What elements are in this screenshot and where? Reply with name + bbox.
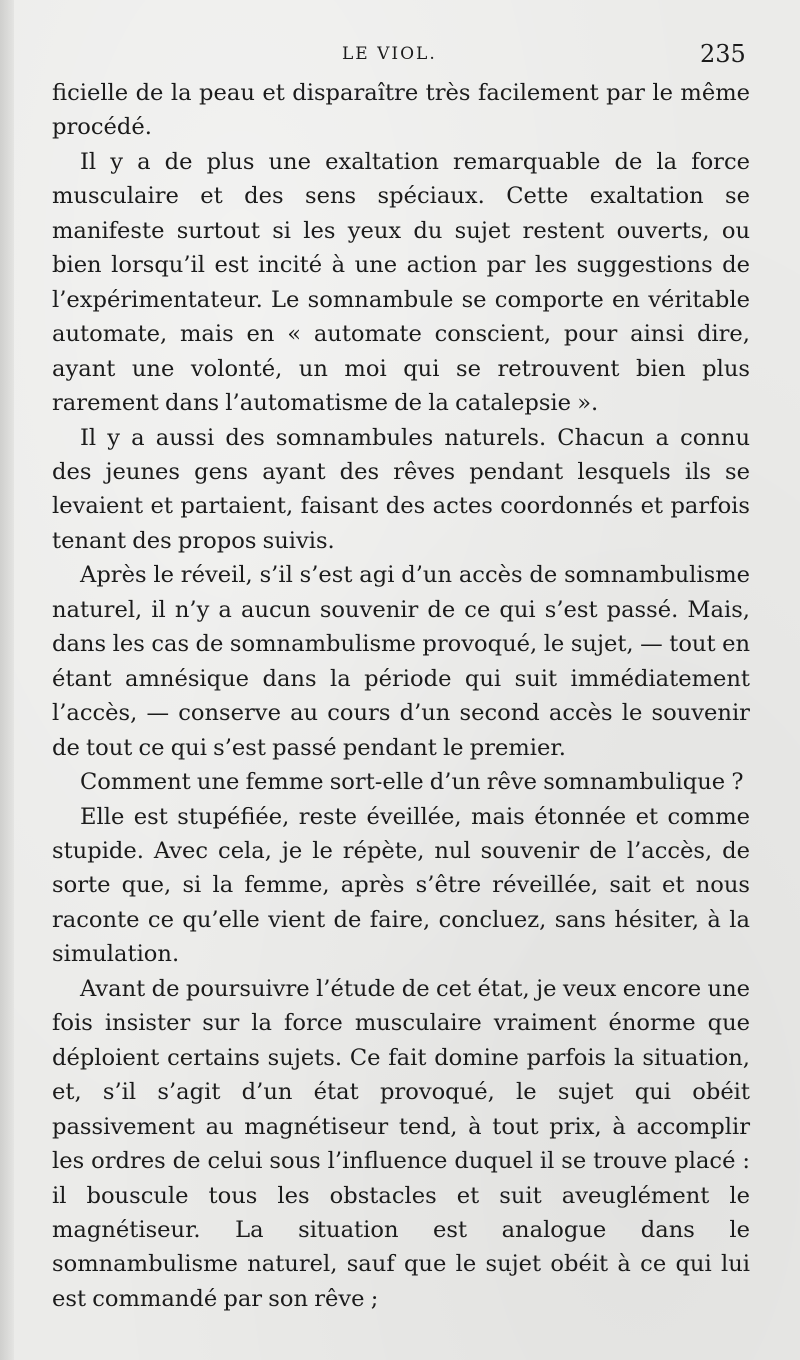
- paragraph-7: Avant de poursuivre l’étude de cet état, je veux encore une fois insister sur la force musculaire vraiment énorme que déploient certains sujets. Ce fait domine parfois la situation, et, s’il s’agit d’un état provoqué, le sujet qui obéit passivement au magnétiseur tend, à tout prix, à accomplir les ordres de celui sous l’influence duquel il se trouve placé : il bouscule tous les obstacles et suit aveuglément le magnétiseur. La situation est analogue dans le somnambulisme naturel, sauf que le sujet obéit à ce qui lui est commandé par son rêve ;: [52, 975, 750, 1312]
- running-title: LE VIOL.: [342, 44, 437, 64]
- page-number: 235: [700, 40, 746, 68]
- body-text: [52, 76, 750, 1316]
- paragraph-1: ficielle de la peau et disparaître très facilement par le même procédé.: [52, 80, 750, 141]
- page-gutter-shadow: [0, 0, 14, 1360]
- paragraph-5: Comment une femme sort-elle d’un rêve somnambulique ?: [80, 769, 744, 796]
- paragraph-3: Il y a aussi des somnambules naturels. Chacun a connu des jeunes gens ayant des rêves pendant lesquels ils se levaient et partaient, faisant des actes coordonnés et parfois tenant des propos suivis.: [52, 424, 750, 554]
- page-header: [0, 40, 800, 80]
- paragraph-6: Elle est stupéfiée, reste éveillée, mais étonnée et comme stupide. Avec cela, je le répète, nul souvenir de l’accès, de sorte que, si la femme, après s’être réveillée, sait et nous raconte ce qu’elle vient de faire, concluez, sans hésiter, à la simulation.: [52, 803, 750, 968]
- paragraph-2: Il y a de plus une exaltation remarquable de la force musculaire et des sens spéciaux. Cette exaltation se manifeste surtout si les yeux du sujet restent ouverts, ou bien lorsqu’il est incité à une action par les suggestions de l’expérimentateur. Le somnambule se comporte en véritable automate, mais en « automate conscient, pour ainsi dire, ayant une volonté, un moi qui se retrouvent bien plus rarement dans l’automatisme de la catalepsie ».: [52, 148, 750, 417]
- paragraph-4: Après le réveil, s’il s’est agi d’un accès de somnambulisme naturel, il n’y a aucun souvenir de ce qui s’est passé. Mais, dans les cas de somnambulisme provoqué, le sujet, — tout en étant amnésique dans la période qui suit immédiatement l’accès, — conserve au cours d’un second accès le souvenir de tout ce qui s’est passé pendant le premier.: [52, 562, 750, 761]
